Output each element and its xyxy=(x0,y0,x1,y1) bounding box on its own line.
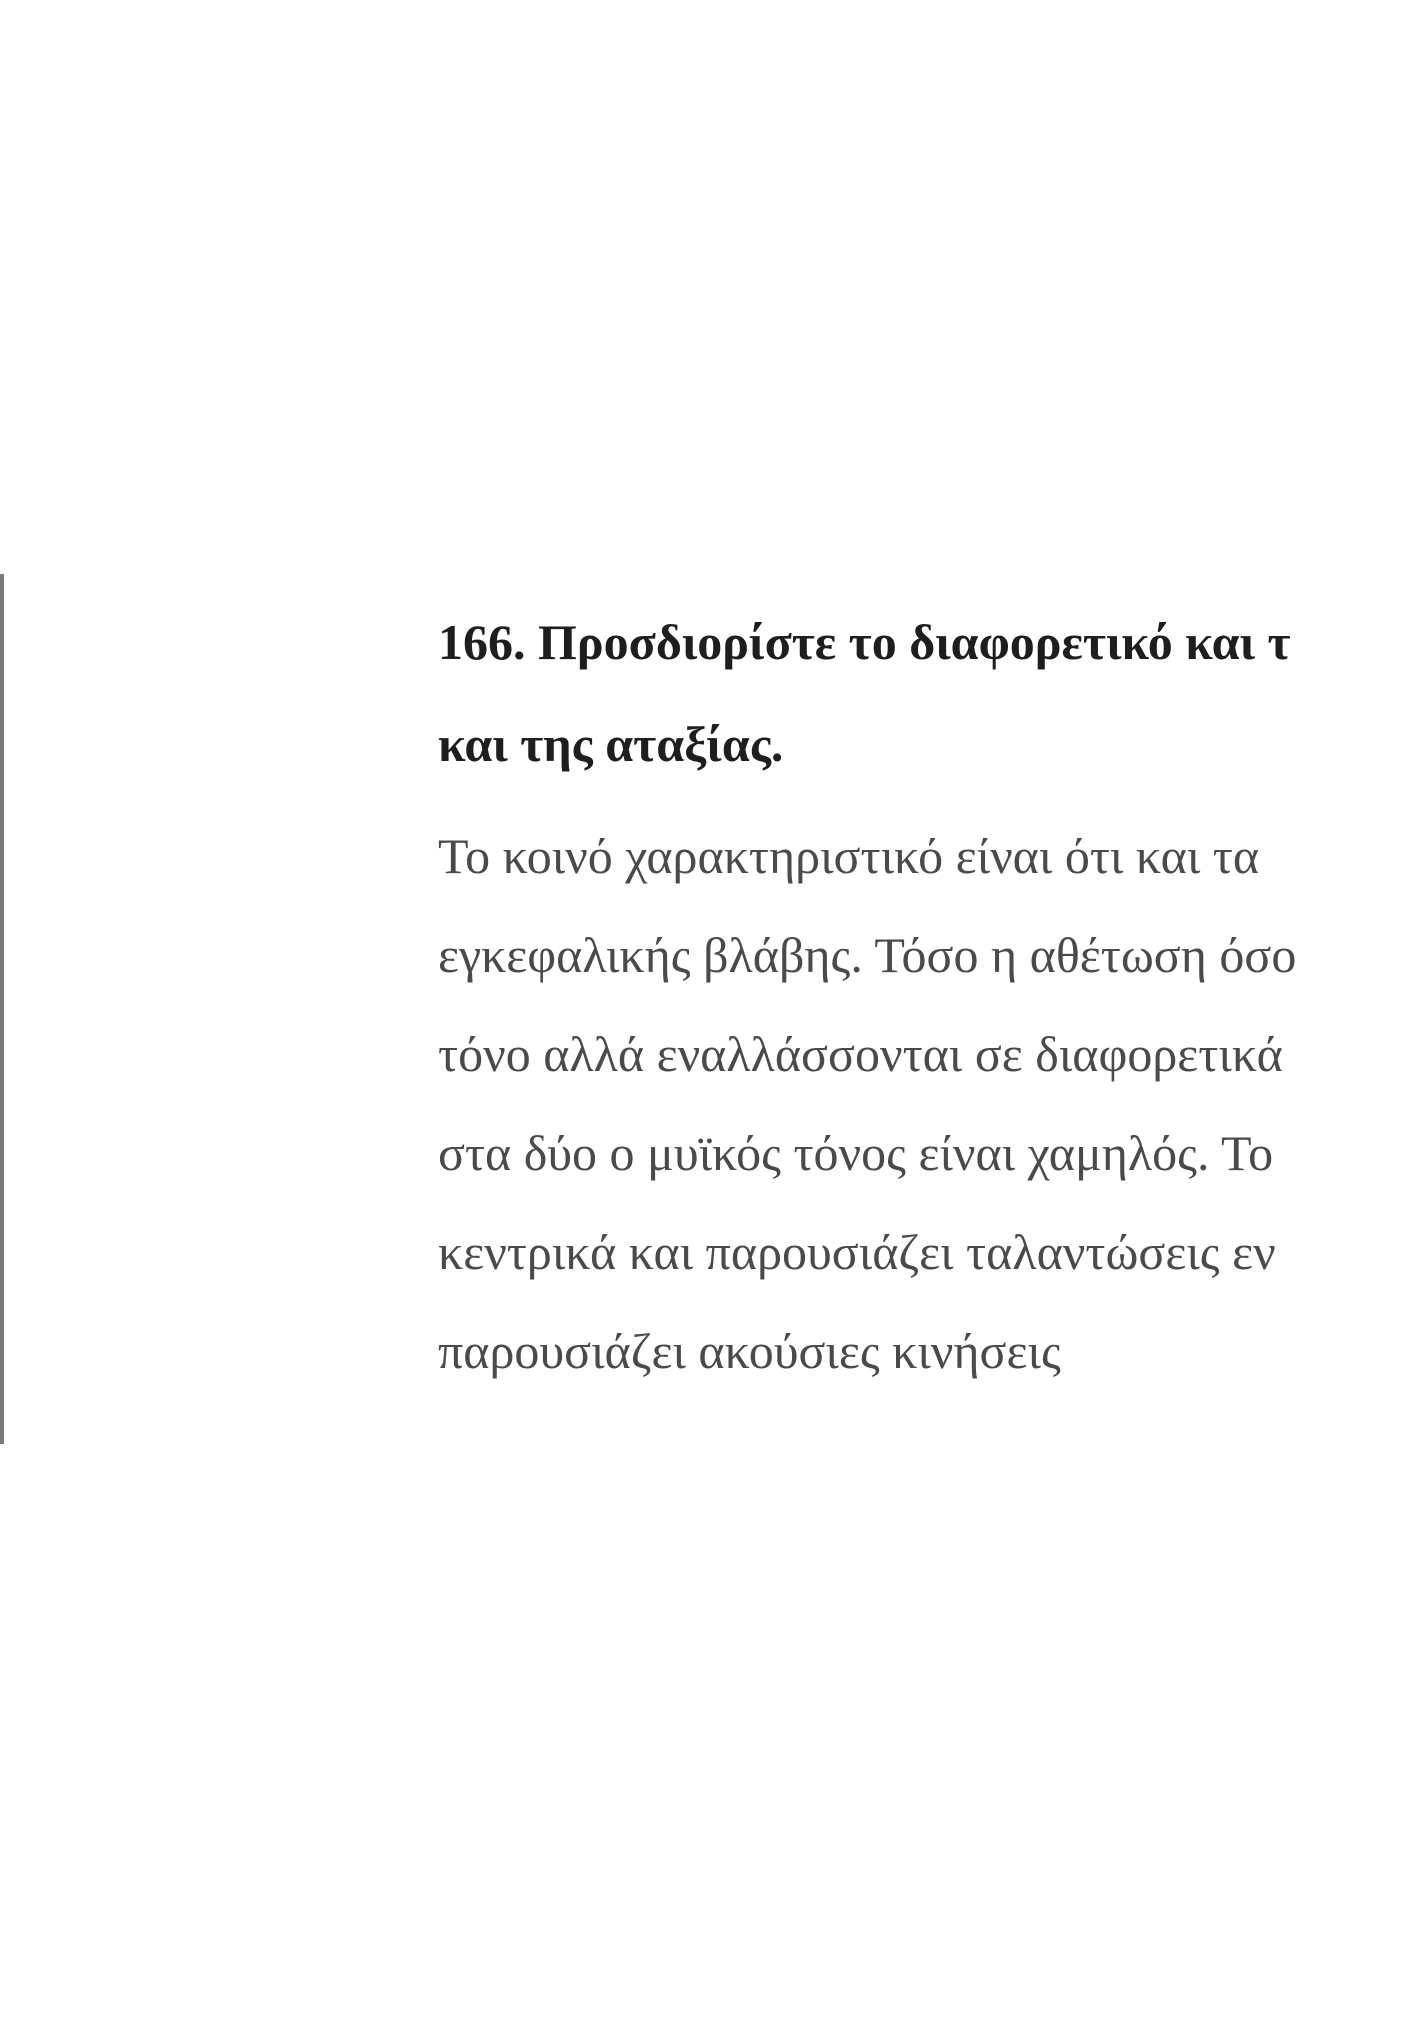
question-heading xyxy=(438,612,1428,774)
answer-line-5: κεντρικά και παρουσιάζει ταλαντώσεις εν xyxy=(438,1224,1276,1280)
answer-line-4: στα δύο ο μυϊκός τόνος είναι χαμηλός. Το xyxy=(438,1125,1274,1181)
document-body xyxy=(438,612,1428,1420)
question-line-1: 166. Προσδιορίστε το διαφορετικό και τ xyxy=(438,614,1291,670)
question-line-2: και της αταξίας. xyxy=(438,716,784,772)
answer-line-6: παρουσιάζει ακούσιες κινήσεις xyxy=(438,1323,1061,1379)
answer-line-3: τόνο αλλά εναλλάσσονται σε διαφορετικά xyxy=(438,1026,1283,1082)
answer-line-2: εγκεφαλικής βλάβης. Τόσο η αθέτωση όσο xyxy=(438,927,1297,983)
answer-line-1: Το κοινό χαρακτηριστικό είναι ότι και τα xyxy=(438,828,1260,884)
answer-paragraph xyxy=(438,826,1428,1381)
left-margin-rule xyxy=(0,574,4,1444)
